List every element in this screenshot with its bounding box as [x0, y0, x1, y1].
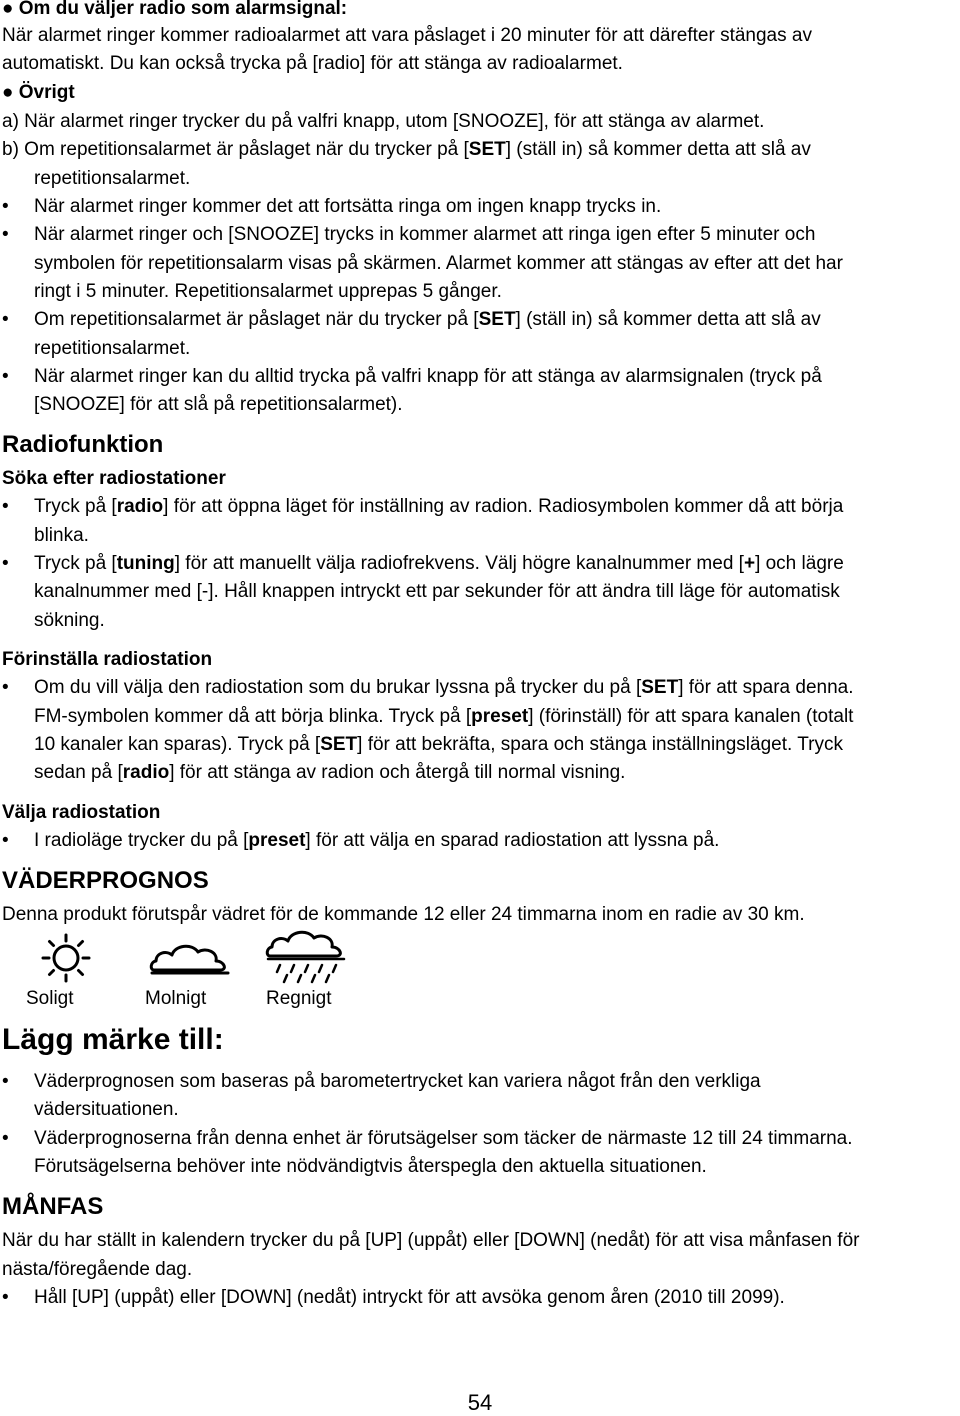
search-bullet-1: Tryck på [radio] för att öppna läget för inställning av radion. Radiosymbolen kommer då att börja	[34, 496, 844, 517]
bullet: •	[2, 830, 9, 851]
sunny-label: Soligt	[26, 988, 74, 1009]
other-bullet-3-cont: repetitionsalarmet.	[34, 338, 191, 359]
rainy-label: Regnigt	[266, 988, 332, 1009]
note-bullet-1-line-1: Väderprognosen som baseras på barometertrycket kan variera något från den verkliga	[34, 1071, 761, 1092]
radio-alarm-heading: ● Om du väljer radio som alarmsignal:	[2, 0, 348, 19]
bullet: •	[2, 496, 9, 517]
bullet: •	[2, 1071, 9, 1092]
bullet: •	[2, 366, 9, 387]
radio-alarm-line-2: automatiskt. Du kan också trycka på [radio] för att stänga av radioalarmet.	[2, 53, 623, 74]
preset-line-2: FM-symbolen kommer då att börja blinka. Tryck på [preset] (förinställ) för att spara kanalen (totalt	[34, 706, 854, 727]
other-bullet-4-line-1: När alarmet ringer kan du alltid trycka på valfri knapp för att stänga av alarmsignalen (tryck på	[34, 366, 822, 387]
note-bullet-1-line-2: vädersituationen.	[34, 1099, 179, 1120]
note-bullet-2-line-1: Väderprognoserna från denna enhet är förutsägelser som täcker de närmaste 12 till 24 timmarna.	[34, 1128, 853, 1149]
search-bullet-1-cont: blinka.	[34, 525, 89, 546]
preset-line-3: 10 kanaler kan sparas). Tryck på [SET] för att bekräfta, spara och stänga inställningsläget. Tryck	[34, 734, 843, 755]
weather-intro: Denna produkt förutspår vädret för de kommande 12 eller 24 timmarna inom en radie av 30 km.	[2, 904, 805, 925]
search-bullet-2-line-2: kanalnummer med [-]. Håll knappen intryckt ett par sekunder för att ändra till läge för automatisk	[34, 581, 840, 602]
moon-line-2: nästa/föregående dag.	[2, 1259, 193, 1280]
other-bullet-3: Om repetitionsalarmet är påslaget när du trycker på [SET] (ställ in) så kommer detta att slå av	[34, 309, 821, 330]
select-station-bullet: I radioläge trycker du på [preset] för att välja en sparad radiostation att lyssna på.	[34, 830, 720, 851]
note-bullet-2-line-2: Förutsägelserna behöver inte nödvändigtvis återspegla den aktuella situationen.	[34, 1156, 707, 1177]
sun-icon	[40, 932, 92, 984]
search-stations-heading: Söka efter radiostationer	[2, 468, 226, 489]
moon-line-1: När du har ställt in kalendern trycker du på [UP] (uppåt) eller [DOWN] (nedåt) för att visa månfasen för	[2, 1230, 860, 1251]
bullet: •	[2, 309, 9, 330]
other-bullet-4-line-2: [SNOOZE] för att slå på repetitionsalarmet).	[34, 394, 403, 415]
select-station-heading: Välja radiostation	[2, 802, 161, 823]
bullet: •	[2, 1128, 9, 1149]
other-bullet-2-line-1: När alarmet ringer och [SNOOZE] trycks in kommer alarmet att ringa igen efter 5 minuter och	[34, 224, 816, 245]
other-bullet-1: När alarmet ringer kommer det att fortsätta ringa om ingen knapp trycks in.	[34, 196, 662, 217]
search-bullet-2-line-3: sökning.	[34, 610, 105, 631]
other-item-a: a) När alarmet ringer trycker du på valfri knapp, utom [SNOOZE], för att stänga av alarmet.	[2, 111, 765, 132]
preset-station-heading: Förinställa radiostation	[2, 649, 213, 670]
preset-line-1: Om du vill välja den radiostation som du brukar lyssna på trycker du på [SET] för att spara denna.	[34, 677, 854, 698]
other-heading: ● Övrigt	[2, 82, 75, 103]
other-item-b-cont: repetitionsalarmet.	[34, 168, 191, 189]
cloud-icon	[148, 940, 230, 976]
radio-function-heading: Radiofunktion	[2, 431, 164, 458]
bullet: •	[2, 553, 9, 574]
bullet: •	[2, 677, 9, 698]
bullet: •	[2, 224, 9, 245]
bullet: •	[2, 196, 9, 217]
page-number: 54	[467, 1390, 493, 1415]
bullet: •	[2, 1287, 9, 1308]
weather-heading: VÄDERPROGNOS	[2, 867, 209, 894]
cloudy-label: Molnigt	[145, 988, 207, 1009]
search-bullet-2: Tryck på [tuning] för att manuellt välja radiofrekvens. Välj högre kanalnummer med [+] och lägre	[34, 553, 844, 574]
rain-icon	[264, 928, 346, 984]
preset-line-4: sedan på [radio] för att stänga av radion och återgå till normal visning.	[34, 762, 626, 783]
moon-bullet: Håll [UP] (uppåt) eller [DOWN] (nedåt) intryckt för att avsöka genom åren (2010 till 2099).	[34, 1287, 785, 1308]
other-bullet-2-line-2: symbolen för repetitionsalarm visas på skärmen. Alarmet kommer att stängas av efter att det har	[34, 253, 843, 274]
other-bullet-2-line-3: ringt i 5 minuter. Repetitionsalarmet upprepas 5 gånger.	[34, 281, 502, 302]
radio-alarm-line-1: När alarmet ringer kommer radioalarmet att vara påslaget i 20 minuter för att därefter stängas av	[2, 25, 812, 46]
other-item-b: b) Om repetitionsalarmet är påslaget när du trycker på [SET] (ställ in) så kommer detta att slå av	[2, 139, 811, 160]
moon-phase-heading: MÅNFAS	[2, 1193, 104, 1220]
note-heading: Lägg märke till:	[2, 1023, 224, 1056]
